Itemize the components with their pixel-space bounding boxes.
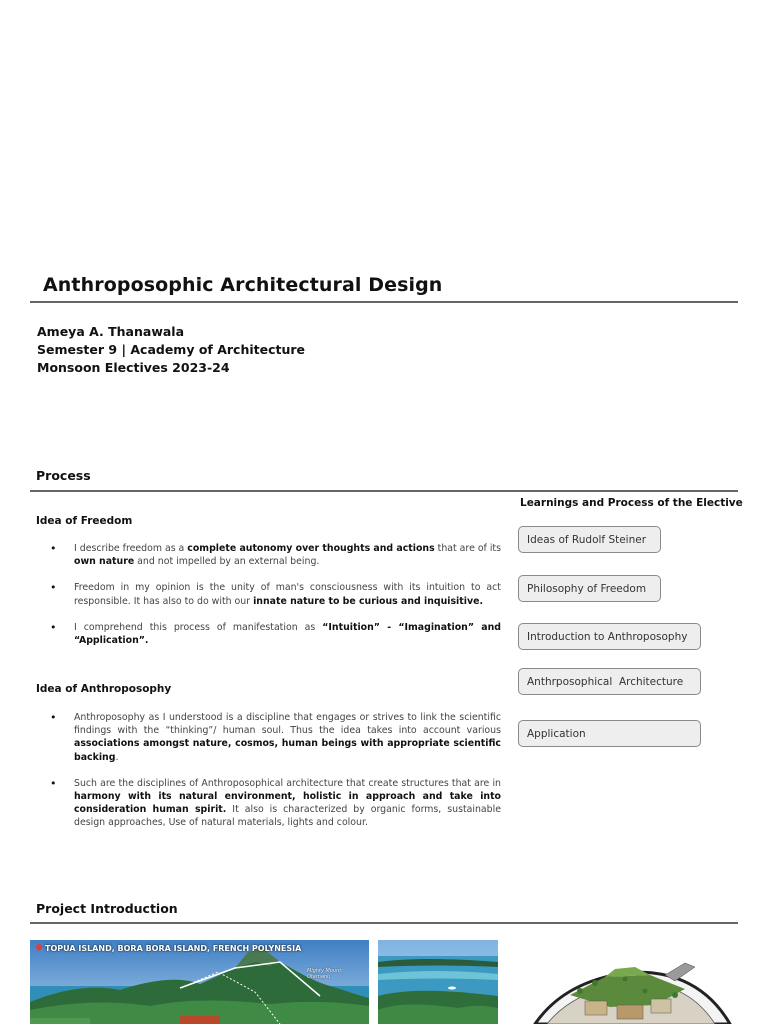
author-elective: Monsoon Electives 2023-24 [37,360,230,375]
learning-step: Ideas of Rudolf Steiner [518,526,661,553]
freedom-bullet: • Freedom in my opinion is the unity of man's consciousness with its intuition to act responsible. It has also to do with our innate nature to be curious and inquisitive. [74,581,501,607]
learning-step: Application [518,720,701,747]
learning-step: Philosophy of Freedom [518,575,661,602]
island-photo [30,940,369,1024]
freedom-bullet: • I describe freedom as a complete autonomy over thoughts and actions that are of its own nature and not impelled by an external being. [74,542,501,568]
lagoon-photo [378,940,498,1024]
process-divider [30,490,738,492]
learning-step: Anthrposophical Architecture [518,668,701,695]
freedom-bullet: • I comprehend this process of manifestation as “Intuition” - “Imagination” and “Application”. [74,621,501,647]
project-heading: Project Introduction [36,901,178,916]
mount-annotation: Mighty Mount Otemanu [307,968,342,980]
learning-step: Introduction to Anthroposophy [518,623,701,650]
anthroposophy-heading: Idea of Anthroposophy [36,683,172,695]
location-pin-icon [35,943,43,951]
photo-location-label [36,944,301,953]
axonometric-model-illustration [525,955,740,1024]
photo-location-text: TOPUA ISLAND, BORA BORA ISLAND, FRENCH POLYNESIA [45,944,302,953]
freedom-heading: Idea of Freedom [36,515,133,527]
process-heading: Process [36,468,91,483]
anthroposophy-bullets [38,711,501,830]
project-divider [30,922,738,924]
anthroposophy-bullet: • Anthroposophy as I understood is a discipline that engages or strives to link the scientific findings with the “thinking”/ human soul. Thus the idea takes into account various associations amongst nature, cosmos, human beings with appropriate scientific backing. [74,711,501,764]
freedom-bullets [38,542,501,647]
author-block [37,323,305,377]
anthroposophy-bullet: • Such are the disciplines of Anthroposophical architecture that create structures that are in harmony with its natural environment, holistic in approach and take into consideration human spirit. It also is characterized by organic forms, sustainable design approaches, Use of natural materials, lights and colour. [74,777,501,830]
document-title: Anthroposophic Architectural Design [43,274,443,296]
title-divider [30,301,738,303]
author-name: Ameya A. Thanawala [37,324,185,339]
author-semester: Semester 9 | Academy of Architecture [37,342,306,357]
learnings-title: Learnings and Process of the Elective [520,497,743,509]
